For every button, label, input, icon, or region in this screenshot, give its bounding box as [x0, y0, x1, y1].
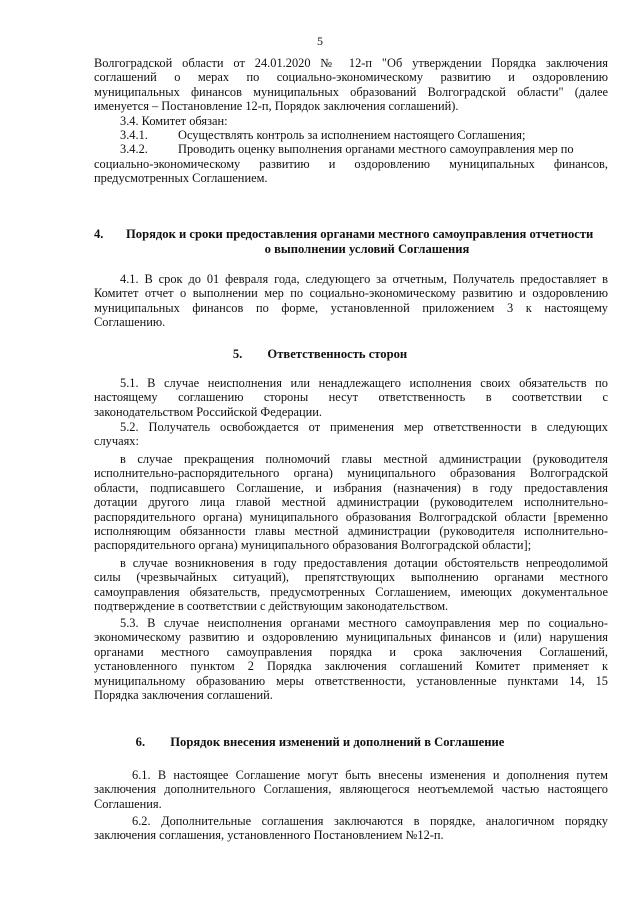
clause-6-2: [94, 814, 608, 843]
clause-5-3: [94, 616, 608, 702]
text-line: именуется – Постановление 12-п, Порядок заключения соглашений).: [94, 99, 459, 114]
text-line: 5.3. В случае неисполнения органами местного самоуправления мер по социально-: [120, 616, 608, 630]
text-line: настоящему соглашению стороны несут ответственность в соответствии с: [94, 390, 608, 405]
text-line: подтверждение в соответствии с действующим законодательством.: [94, 599, 449, 614]
text-line: в случае прекращения полномочий главы местной администрации (руководителя: [120, 452, 608, 466]
text-line: 5.1. В случае неисполнения или ненадлежащего исполнения своих обязательств по: [120, 376, 608, 390]
text-line: заключения дополнительного Соглашения, являющегося неотъемлемой частью настоящего: [94, 782, 608, 797]
text-line: заключения соглашения, установленного Постановлением №12-п.: [94, 828, 444, 843]
clause-3-4-2: [120, 142, 608, 156]
text-line: исполняющим обязанности главы местной администрации (руководителя исполнительно-: [94, 524, 608, 539]
text-line: в случае возникновения в году предоставления дотации обстоятельств непреодолимой: [120, 556, 608, 570]
text-line: самоуправления обязательств, предусмотренных Соглашением, имеющих документальное: [94, 584, 608, 599]
text-line: Комитет отчет о выполнении мер по социально-экономическому развитию и оздоровлению: [94, 286, 608, 301]
case-1-paragraph: [94, 452, 608, 553]
clause-text: Проводить оценку выполнения органами местного самоуправления мер по: [178, 142, 574, 156]
text-line: социально-экономическому развитию и оздоровлению муниципальных финансов,: [94, 157, 608, 171]
section-number: 6.: [135, 735, 146, 749]
clause-5-2: [94, 420, 608, 449]
text-line: муниципальных финансов по форме, установленной приложением 3 к настоящему: [94, 300, 608, 315]
clause-text: Осуществлять контроль за исполнением настоящего Соглашения;: [178, 128, 526, 142]
clause-4-1: [94, 272, 608, 330]
clause-row: [120, 142, 608, 156]
clause-number: 3.4.1.: [120, 128, 148, 142]
text-line: муниципальных финансов муниципальных образований Волгоградской области" (далее: [94, 84, 608, 99]
text-line: органами местного самоуправления порядка и срока заключения Соглашений,: [94, 644, 608, 659]
intro-paragraph: [94, 56, 608, 114]
text-line: 6.2. Дополнительные соглашения заключаются в порядке, аналогичном порядку: [132, 814, 608, 828]
section-number: 5.: [232, 347, 243, 361]
case-2-paragraph: [94, 556, 608, 614]
text-line: исполнительно-распорядительного органа) муниципального образования Волгоградской: [94, 466, 608, 481]
text-line: 3.4. Комитет обязан:: [120, 114, 228, 128]
text-line: 5.2. Получатель освобождается от применения мер ответственности в следующих: [120, 420, 608, 434]
text-line: области, подписавшего Соглашение, и избрания (назначения) в году предоставления: [94, 480, 608, 495]
clause-3-4-2-continued: [94, 157, 608, 186]
section-title: о выполнении условий Соглашения: [264, 242, 470, 256]
text-line: экономическому развитию и оздоровлению муниципальных финансов и (или) нарушения: [94, 630, 608, 645]
clause-3-4-1: [120, 128, 600, 142]
section-6-heading: [0, 735, 640, 750]
text-line: 6.1. В настоящее Соглашение могут быть внесены изменения и дополнения путем: [132, 768, 608, 782]
section-4-heading: [94, 227, 608, 257]
section-title: Порядок и сроки предоставления органами местного самоуправления отчетности: [126, 227, 594, 241]
text-line: силы (чрезвычайных ситуаций), препятствующих выполнению органами местного: [94, 570, 608, 585]
section-number: 4.: [94, 227, 104, 241]
text-line: муниципальному образованию меры ответственности, установленные пунктами 14, 15: [94, 673, 608, 688]
section-title: Ответственность сторон: [267, 347, 408, 361]
text-line: законодательством Российской Федерации.: [94, 404, 323, 419]
section-5-heading: [0, 347, 640, 362]
clause-number: 3.4.2.: [120, 142, 148, 156]
text-line: соглашений о мерах по социально-экономическому развитию и оздоровлению: [94, 70, 608, 85]
clause-3-4: [120, 114, 600, 128]
text-line: предусмотренных Соглашением.: [94, 171, 268, 186]
text-line: распорядительного органа) муниципального образования Волгоградской области [временно: [94, 509, 608, 524]
clause-row: [120, 128, 600, 142]
text-line: установленного пунктом 2 Порядка заключения соглашений Комитет применяет к: [94, 659, 608, 674]
text-line: Волгоградской области от 24.01.2020 № 12-п "Об утверждении Порядка заключения: [94, 56, 608, 70]
page-number: 5: [317, 34, 323, 48]
section-title: Порядок внесения изменений и дополнений в Соглашение: [170, 735, 505, 749]
clause-5-1: [94, 376, 608, 419]
text-line: случаях:: [94, 434, 139, 449]
text-line: 4.1. В срок до 01 февраля года, следующего за отчетным, Получатель предоставляет в: [120, 272, 608, 286]
text-line: Соглашения.: [94, 796, 162, 811]
text-line: распорядительного органа) муниципального образования Волгоградской области];: [94, 538, 532, 553]
text-line: Порядка заключения соглашений.: [94, 688, 273, 703]
text-line: Соглашению.: [94, 315, 166, 330]
clause-6-1: [94, 768, 608, 811]
text-line: дотации другого лица главой местной администрации (руководителем исполнительно-: [94, 495, 608, 510]
